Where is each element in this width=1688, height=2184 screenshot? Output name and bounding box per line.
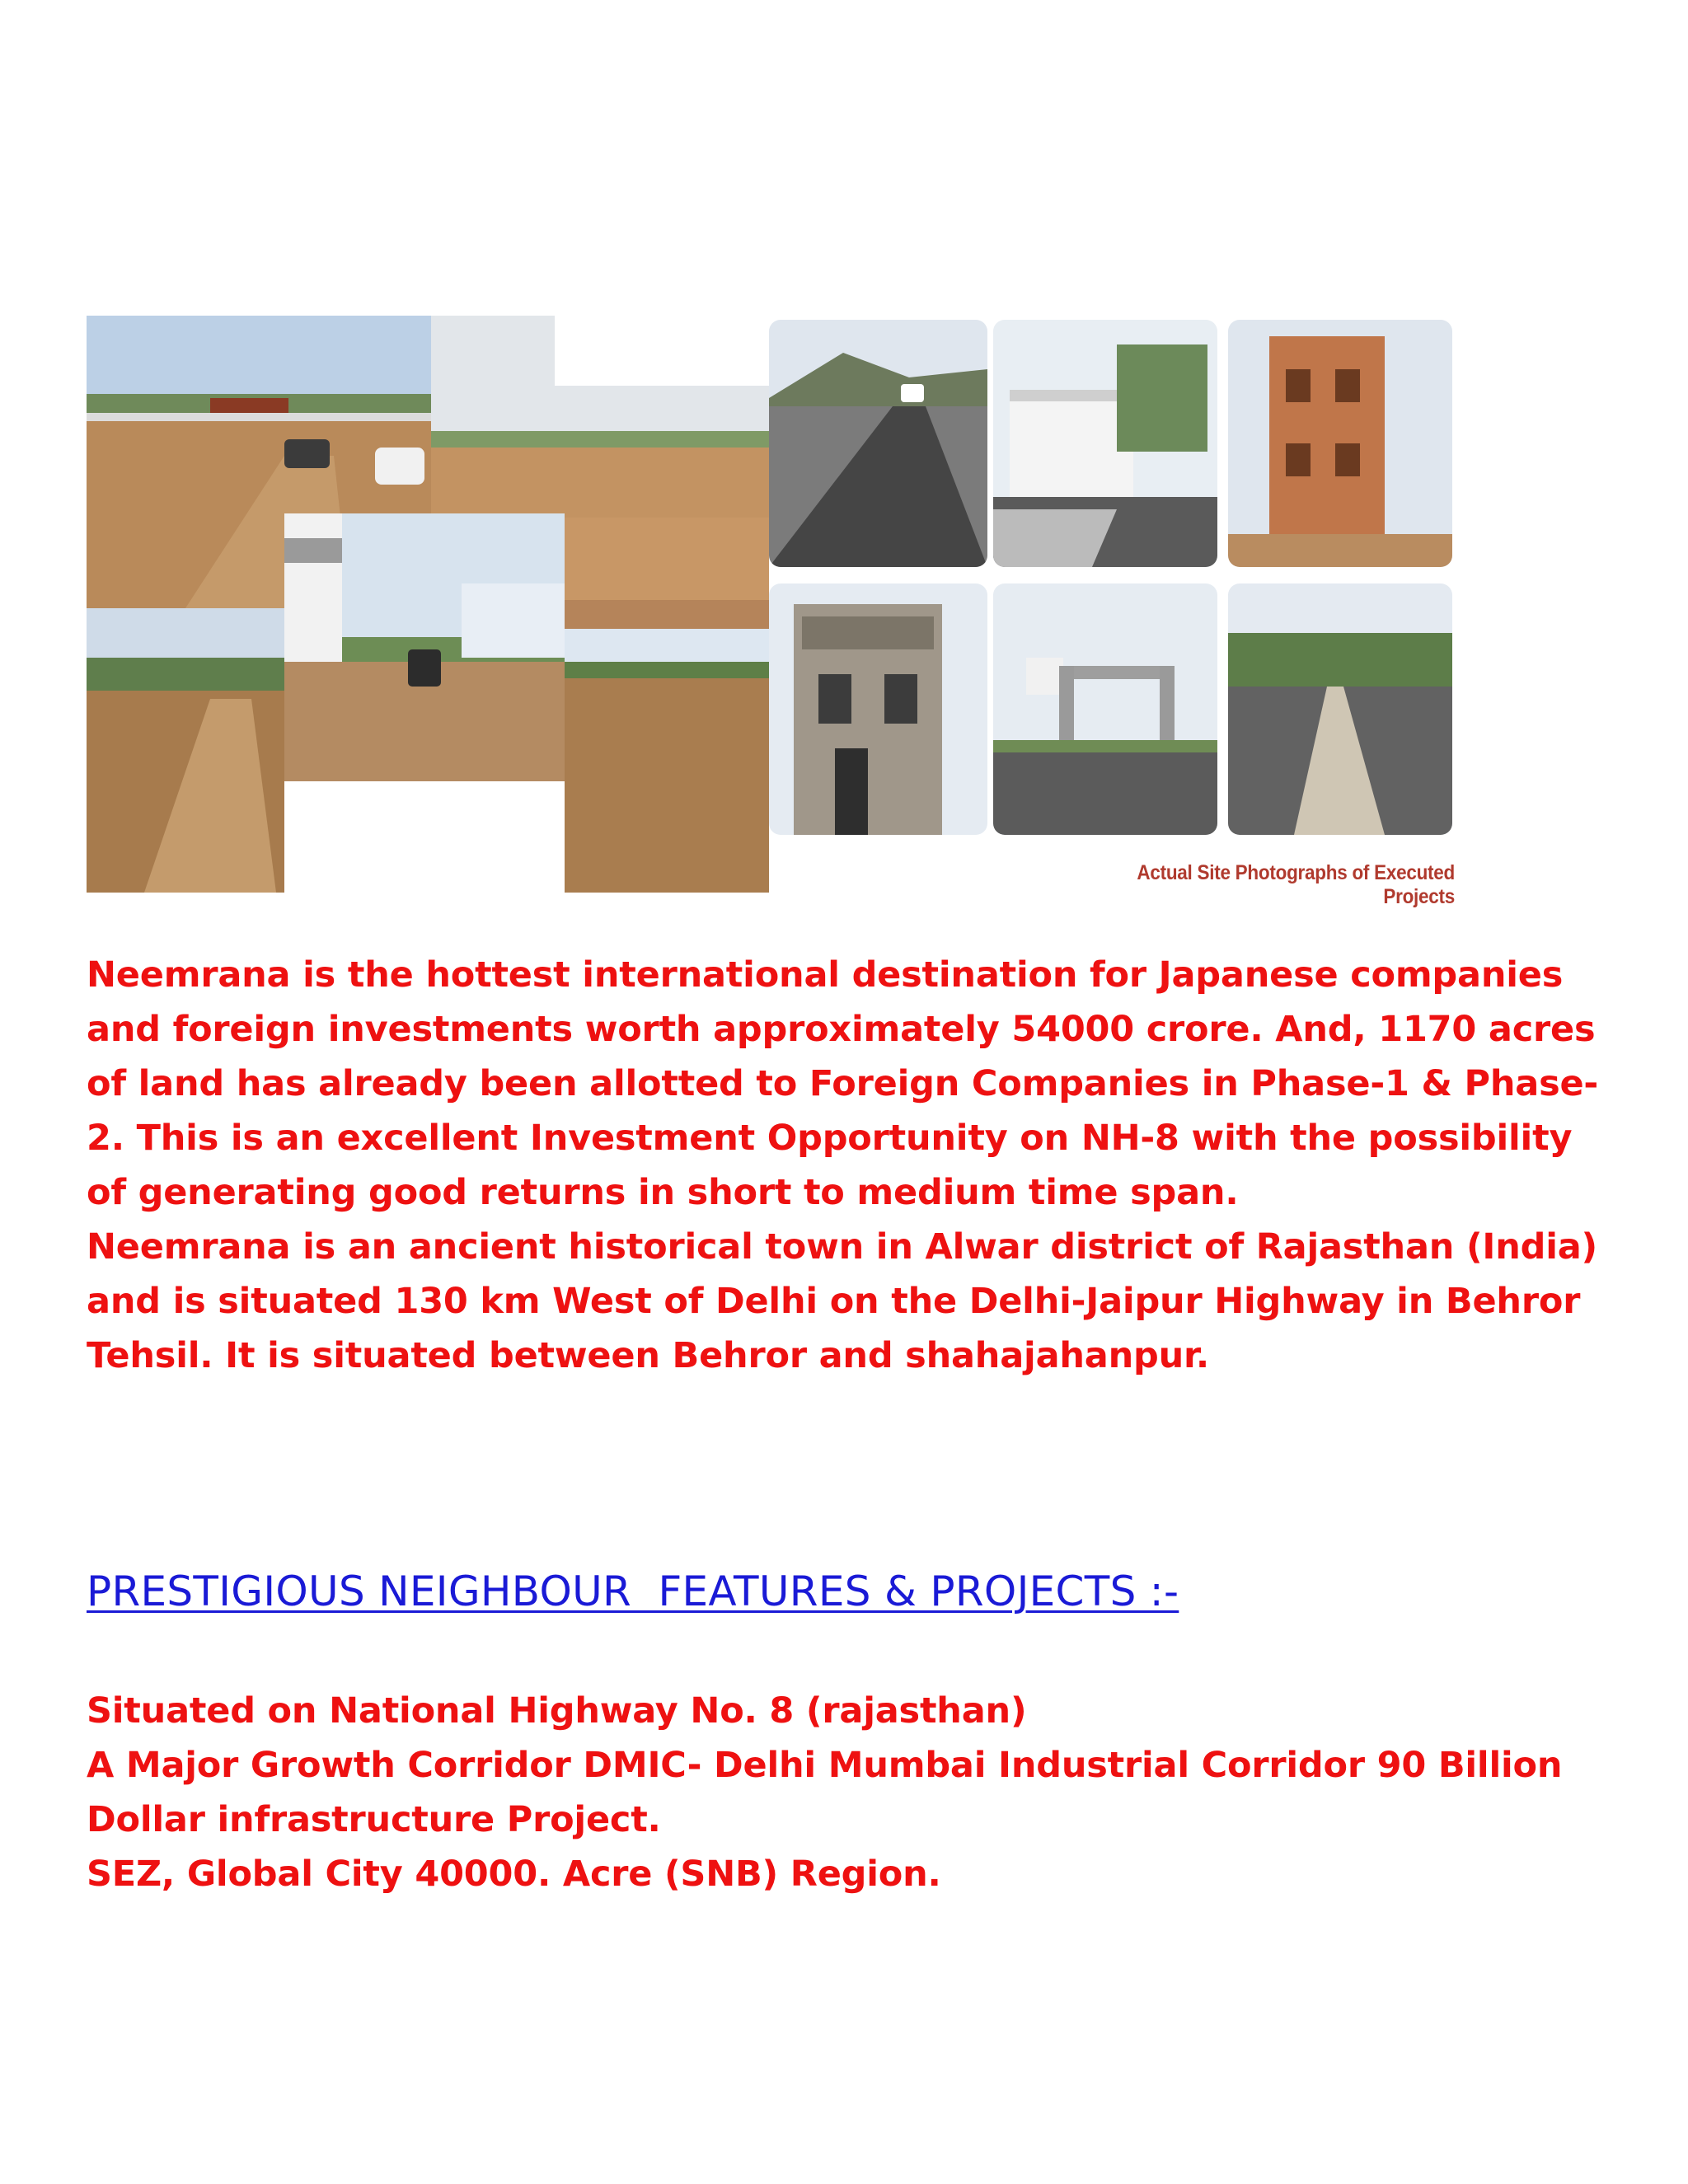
site-photo-office-with-sign xyxy=(284,513,565,781)
intro-paragraph-1: Neemrana is the hottest international destination for Japanese companies and foreign investments worth approximately 54000 crore. And, 1170 acres of land has already been allotted to Foreign Companies in Phase-1 & Phase-2. This is an excellent Investment Opportunity on NH-8 with the possibility of generating good returns in short to medium time span. xyxy=(87,954,1599,1213)
intro-paragraph-2: Neemrana is an ancient historical town in Alwar district of Rajasthan (India) and is situated 130 km West of Delhi on the Delhi-Jaipur Highway in Behror Tehsil. It is situated between Behror and shahajahanpur. xyxy=(87,1226,1598,1376)
feature-item: Situated on National Highway No. 8 (rajasthan) xyxy=(87,1690,1027,1732)
photo-collage xyxy=(87,316,1455,893)
site-photo-paved-road xyxy=(769,320,987,567)
features-list xyxy=(87,1684,1620,1901)
site-photo-open-land xyxy=(431,316,769,518)
site-photo-entrance-gate xyxy=(993,583,1217,835)
site-photo-multi-storey-construction xyxy=(1228,320,1452,567)
feature-item: SEZ, Global City 40000. Acre (SNB) Region. xyxy=(87,1854,941,1895)
intro-text xyxy=(87,948,1620,1383)
section-heading: PRESTIGIOUS NEIGHBOUR FEATURES & PROJECTS :- xyxy=(87,1568,1179,1615)
site-photo-road-divider xyxy=(1228,583,1452,835)
site-photo-single-storey-house xyxy=(993,320,1217,567)
site-photo-fenced-plots xyxy=(565,518,769,893)
site-photo-plot-rows xyxy=(87,608,284,893)
site-photo-two-storey-house xyxy=(769,583,987,835)
photo-caption: Actual Site Photographs of Executed Projects xyxy=(1137,861,1455,908)
feature-item: A Major Growth Corridor DMIC- Delhi Mumbai Industrial Corridor 90 Billion Dollar infrastructure Project. xyxy=(87,1745,1563,1840)
